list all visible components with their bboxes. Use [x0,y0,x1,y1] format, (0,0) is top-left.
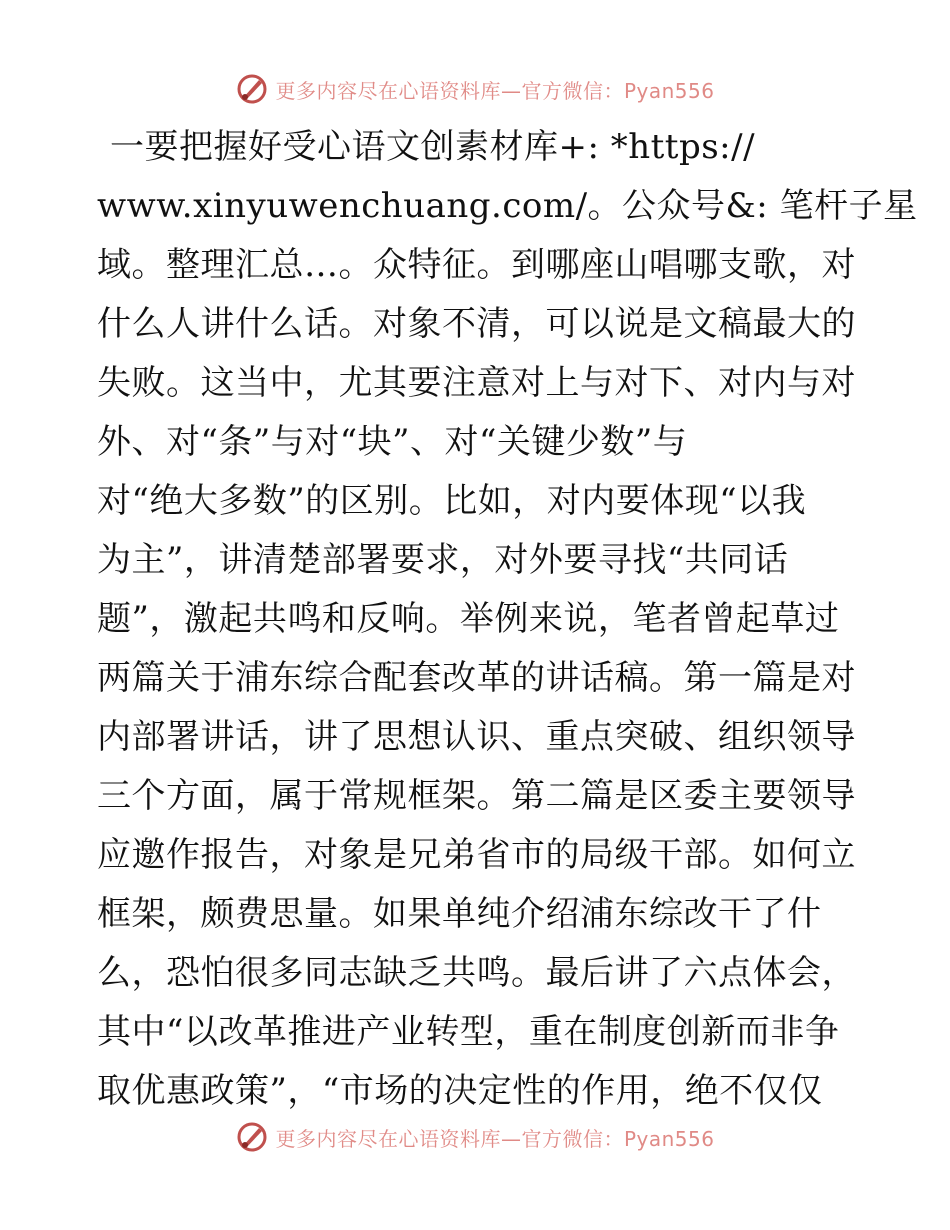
document-body [97,118,918,1121]
text-line: 其中“以改革推进产业转型，重在制度创新而非争 [97,1012,840,1052]
text-line: 题”，激起共鸣和反响。举例来说，笔者曾起草过 [97,599,840,639]
watermark-text: 更多内容尽在心语资料库—官方微信：Pyan556 [275,78,715,103]
text-line: 框架，颇费思量。如果单纯介绍浦东综改干了什 [97,894,822,934]
brush-logo-icon [235,72,269,106]
text-line: www.xinyuwenchuang.com/。公众号&: 笔杆子星 [97,186,918,226]
text-line: 取优惠政策”，“市场的决定性的作用，绝不仅仅 [97,1071,823,1111]
footer-watermark [0,1120,950,1154]
text-line: 内部署讲话，讲了思想认识、重点突破、组织领导 [97,717,856,757]
text-line: 一要把握好受心语文创素材库+: *https:// [110,127,756,167]
text-line: 对“绝大多数”的区别。比如，对内要体现“以我 [97,481,807,521]
text-line: 域。整理汇总…。众特征。到哪座山唱哪支歌，对 [97,245,856,285]
brush-logo-icon [235,1120,269,1154]
text-line: 失败。这当中，尤其要注意对上与对下、对内与对 [97,363,856,403]
text-line: 应邀作报告，对象是兄弟省市的局级干部。如何立 [97,835,856,875]
text-line: 三个方面，属于常规框架。第二篇是区委主要领导 [97,776,856,816]
text-line: 外、对“条”与对“块”、对“关键少数”与 [97,422,688,462]
text-line: 么，恐怕很多同志缺乏共鸣。最后讲了六点体会， [97,953,856,993]
text-line: 两篇关于浦东综合配套改革的讲话稿。第一篇是对 [97,658,856,698]
header-watermark [0,72,950,106]
watermark-text: 更多内容尽在心语资料库—官方微信：Pyan556 [275,1126,715,1151]
text-line: 什么人讲什么话。对象不清，可以说是文稿最大的 [97,304,856,344]
text-line: 为主”，讲清楚部署要求，对外要寻找“共同话 [97,540,789,580]
